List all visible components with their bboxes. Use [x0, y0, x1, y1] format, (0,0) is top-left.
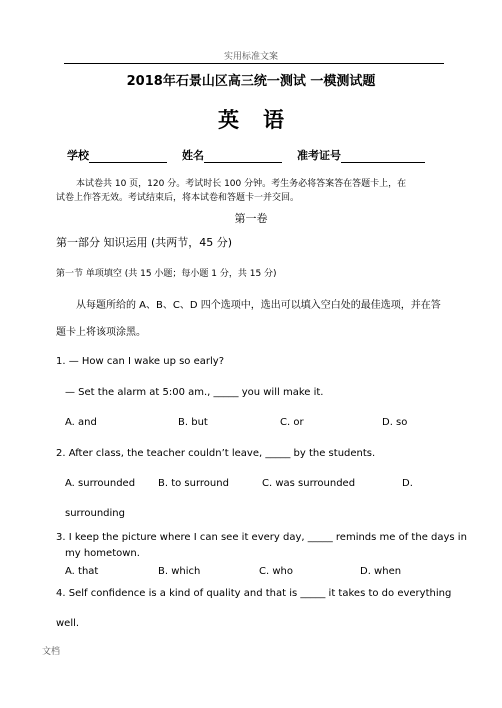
notice-line-1: 本试卷共 10 页，120 分。考试时长 100 分钟。考生务必将答案答在答题卡上，在 [76, 179, 407, 189]
section-one-heading: 第一节 单项填空 (共 15 小题；每小题 1 分，共 15 分) [56, 269, 277, 279]
school-label: 学校 [67, 149, 89, 162]
exam-number-blank [341, 150, 425, 163]
page-footer-label: 文档 [42, 647, 61, 657]
header-rule [64, 63, 444, 64]
question-3-option-b: B. which [158, 566, 201, 577]
school-blank [89, 150, 167, 163]
question-1-option-c: C. or [280, 417, 304, 428]
question-4-stem-continued: well. [56, 618, 80, 629]
question-1-option-b: B. but [178, 417, 208, 428]
question-3-option-c: C. who [259, 566, 293, 577]
question-3-option-d: D. when [360, 566, 402, 577]
question-2-option-a: A. surrounded [65, 478, 136, 489]
question-1-option-a: A. and [65, 417, 97, 428]
school-field [67, 147, 167, 163]
name-label: 姓名 [182, 149, 204, 162]
question-3-stem-continued: my hometown. [65, 548, 140, 559]
name-field [182, 147, 282, 163]
question-2-option-d-text: surrounding [65, 508, 125, 519]
question-1-reply: — Set the alarm at 5:00 am., _____ you will make it. [65, 387, 324, 398]
notice-line-2: 试卷上作答无效。考试结束后，将本试卷和答题卡一并交回。 [56, 193, 300, 203]
question-2-option-c: C. was surrounded [262, 478, 356, 489]
question-3-stem: 3. I keep the picture where I can see it every day, _____ reminds me of the days in [56, 532, 467, 543]
question-4-stem: 4. Self confidence is a kind of quality and that is _____ it takes to do everything [56, 588, 452, 599]
volume-title: 第一卷 [234, 212, 268, 225]
question-2-stem: 2. After class, the teacher couldn’t leave, _____ by the students. [56, 448, 376, 459]
subject-title: 英语 [218, 108, 308, 132]
exam-number-field [297, 147, 425, 163]
question-2-option-d: D. [402, 478, 413, 489]
question-1-stem: 1. — How can I wake up so early? [56, 356, 225, 367]
instructions-line-2: 题卡上将该项涂黑。 [56, 327, 146, 338]
page-header-label: 实用标准文案 [223, 52, 278, 62]
question-2-option-b: B. to surround [158, 478, 229, 489]
name-blank [204, 150, 282, 163]
question-1-option-d: D. so [382, 417, 408, 428]
exam-number-label: 准考证号 [297, 149, 341, 162]
question-3-option-a: A. that [65, 566, 99, 577]
part-one-heading: 第一部分 知识运用 (共两节，45 分) [56, 236, 233, 249]
exam-title: 2018年石景山区高三统一测试 一模测试题 [126, 74, 376, 89]
instructions-line-1: 从每题所给的 A、B、C、D 四个选项中，选出可以填入空白处的最佳选项，并在答 [76, 300, 441, 311]
